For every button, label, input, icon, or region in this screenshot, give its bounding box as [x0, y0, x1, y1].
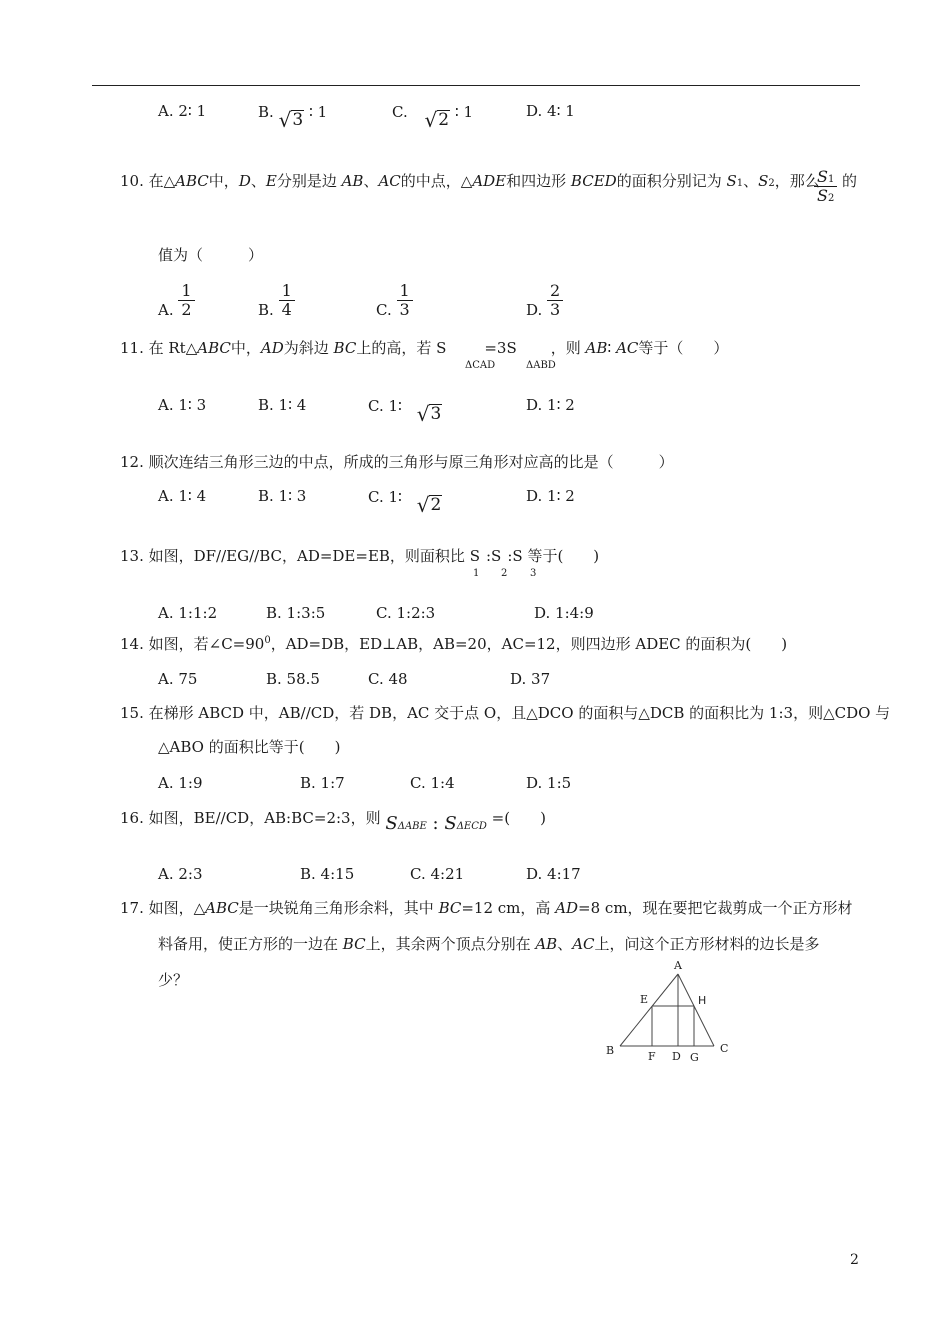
q9-option-b: B. √ 3 ∶ 1	[258, 103, 328, 132]
q13-option-d: D. 1:4:9	[534, 604, 594, 622]
q13-option-c: C. 1:2:3	[376, 604, 436, 622]
q13-option-b: B. 1:3:5	[266, 604, 326, 622]
q13-subscript-2: 2	[501, 568, 508, 579]
header-rule	[92, 85, 860, 86]
q16-option-c: C. 4:21	[410, 865, 465, 883]
q16-stem: 16. 如图，BE//CD，AB:BC=2:3，则 SΔABE : SΔECD =( )	[120, 809, 546, 834]
q14-option-c: C. 48	[368, 670, 408, 688]
q16-option-a: A. 2:3	[158, 865, 203, 883]
page-number: 2	[850, 1252, 859, 1268]
q12-option-b: B. 1∶ 3	[258, 487, 307, 505]
sqrt-symbol: √ 2	[416, 493, 442, 517]
sqrt-symbol: √ 3	[416, 402, 442, 426]
q15-option-b: B. 1:7	[300, 774, 345, 792]
q11-option-a: A. 1∶ 3	[158, 396, 207, 414]
label-g: G	[690, 1051, 699, 1064]
q9-option-a: A. 2∶ 1	[158, 102, 207, 120]
label-d: D	[672, 1050, 681, 1063]
q15-stem-line2: △ABO 的面积比等于( )	[158, 738, 341, 756]
q9-option-c: C. √ 2 ∶ 1	[392, 103, 474, 132]
q10-option-c: C. $\frac{1}{3}$	[376, 282, 413, 320]
q10-stem-end: 的	[842, 172, 858, 190]
q10-option-a: A. $\frac{1}{2}$	[158, 282, 195, 320]
sqrt-symbol: √ 3	[278, 108, 304, 132]
q16-option-d: D. 4:17	[526, 865, 581, 883]
q17-stem-line3: 少？	[158, 971, 189, 989]
label-f: F	[648, 1050, 656, 1063]
q11-subscript-abd: ΔABD	[526, 360, 556, 371]
q15-stem-line1: 15. 在梯形 ABCD 中，AB//CD，若 DB，AC 交于点 O，且△DCO 的面积与△DCB 的面积比为 1:3，则△CDO 与	[120, 704, 891, 722]
q15-option-d: D. 1:5	[526, 774, 572, 792]
q13-stem: 13. 如图，DF//EG//BC，AD=DE=EB，则面积比 S :S :S 等于( )	[120, 547, 600, 565]
q14-stem: 14. 如图，若$\angle C=90^0$，AD=DB，ED⊥AB，AB=20，AC=12，则四边形 ADEC 的面积为( )	[120, 635, 788, 653]
q11-subscript-cad: ΔCAD	[465, 360, 496, 371]
q17-stem-line1: 17. 如图，△ABC是一块锐角三角形余料，其中 BC=12 cm，高 AD=8 cm，现在要把它裁剪成一个正方形材	[120, 899, 853, 917]
q12-stem: 12. 顺次连结三角形三边的中点，所成的三角形与原三角形对应高的比是（ ）	[120, 453, 674, 471]
q15-option-c: C. 1:4	[410, 774, 455, 792]
q17-triangle-figure	[596, 956, 746, 1066]
sqrt-symbol: √ 2	[424, 108, 450, 132]
q13-option-a: A. 1:1:2	[158, 604, 218, 622]
q11-option-c: C. 1∶ √ 3	[368, 397, 442, 426]
q11-option-d: D. 1∶ 2	[526, 396, 575, 414]
q10-option-b: B. $\frac{1}{4}$	[258, 282, 295, 320]
q12-option-a: A. 1∶ 4	[158, 487, 207, 505]
q14-option-a: A. 75	[158, 670, 198, 688]
label-h: H	[698, 994, 707, 1007]
q10-fraction: $\frac{S1}{S2}$	[814, 168, 837, 206]
side-ac	[678, 974, 714, 1046]
q14-option-d: D. 37	[510, 670, 551, 688]
q13-subscript-1: 1	[473, 568, 480, 579]
q12-option-d: D. 1∶ 2	[526, 487, 575, 505]
q12-option-c: C. 1∶ √ 2	[368, 488, 442, 517]
label-b: B	[606, 1044, 615, 1057]
q11-option-b: B. 1∶ 4	[258, 396, 307, 414]
q9-option-d: D. 4∶ 1	[526, 102, 575, 120]
q16-option-b: B. 4:15	[300, 865, 355, 883]
q10-option-d: D. $\frac{2}{3}$	[526, 282, 563, 320]
q15-option-a: A. 1:9	[158, 774, 203, 792]
q14-option-b: B. 58.5	[266, 670, 320, 688]
label-c: C	[720, 1042, 729, 1055]
label-a: A	[674, 959, 682, 972]
q17-stem-line2: 料备用，使正方形的一边在 BC上，其余两个顶点分别在 AB、AC上，问这个正方形材料的边长是多	[158, 935, 820, 953]
label-e: E	[640, 993, 649, 1006]
q10-stem-line2: 值为（ ）	[158, 246, 264, 264]
q11-stem: 11. 在 Rt△ABC中，AD为斜边 BC上的高，若 S =3S ，则 AB∶ AC等于（ ）	[120, 339, 729, 357]
q10-stem: 10. 在△ABC中，D、E分别是边 AB、AC的中点，△ADE和四边形 BCED的面积分别记为 S1、S2，那么	[120, 172, 820, 190]
q13-subscript-3: 3	[530, 568, 537, 579]
side-ab	[620, 974, 678, 1046]
